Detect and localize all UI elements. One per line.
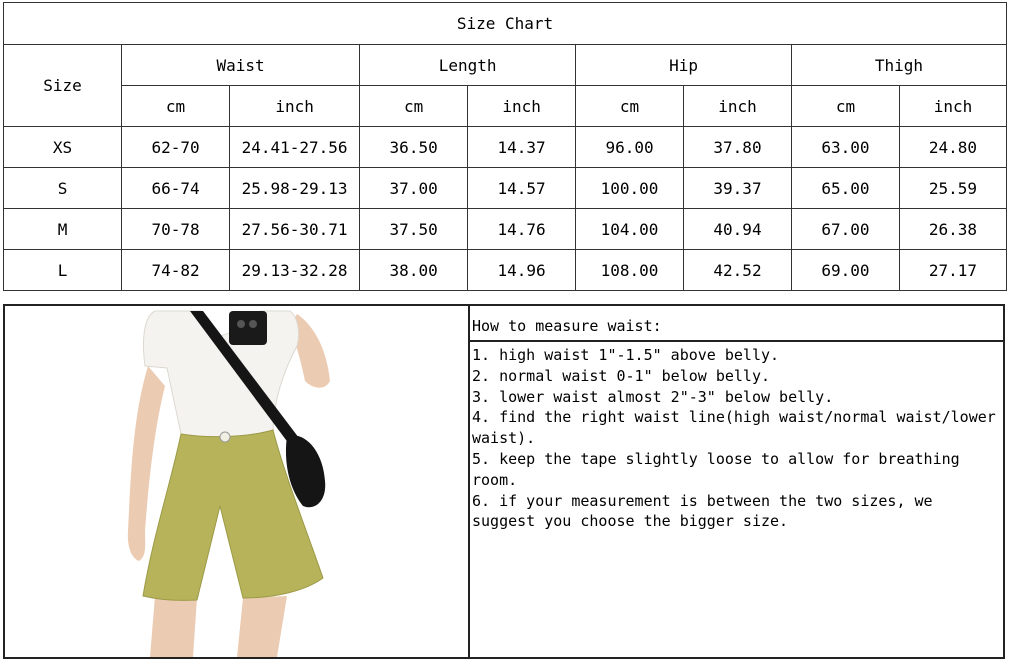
table-cell: 25.59 [899,168,1006,209]
list-item: 2. normal waist 0-1" below belly. [472,366,771,385]
unit-header: cm [791,86,899,127]
size-column-header: Size [4,45,122,127]
table-cell: 24.80 [899,127,1006,168]
group-header-thigh: Thigh [791,45,1006,86]
unit-header: inch [684,86,792,127]
table-cell: 63.00 [791,127,899,168]
list-item: 4. find the right waist line(high waist/normal waist/lower waist). [472,408,1005,448]
table-cell: 40.94 [684,209,792,250]
table-row [4,168,1007,209]
table-row [4,209,1007,250]
waist-guide-panel [470,306,1003,657]
unit-header: inch [899,86,1006,127]
table-cell: 37.80 [684,127,792,168]
left-leg [150,596,197,657]
table-cell: 65.00 [791,168,899,209]
unit-header: inch [468,86,576,127]
table-cell: 14.76 [468,209,576,250]
table-cell: 104.00 [576,209,684,250]
table-cell: 37.00 [360,168,468,209]
measure-guide-section [3,304,1005,659]
shorts-button [220,432,230,442]
table-cell: 24.41-27.56 [230,127,360,168]
table-cell: 108.00 [576,250,684,291]
table-cell: 14.57 [468,168,576,209]
table-cell: 67.00 [791,209,899,250]
list-item: 3. lower waist almost 2"-3" below belly. [472,387,834,406]
table-cell: 42.52 [684,250,792,291]
table-cell: 39.37 [684,168,792,209]
camera-lens [237,320,245,328]
table-cell: 38.00 [360,250,468,291]
unit-header: cm [122,86,230,127]
phone [229,311,267,345]
list-item: 6. if your measurement is between the two sizes, we suggest you choose the bigger size. [472,491,942,531]
table-cell: 36.50 [360,127,468,168]
list-item: 5. keep the tape slightly loose to allow for breathing room. [472,449,969,489]
table-cell: 62-70 [122,127,230,168]
guide-list [470,342,1003,532]
table-cell: 27.17 [899,250,1006,291]
unit-header: cm [360,86,468,127]
table-cell: 70-78 [122,209,230,250]
list-item: 1. high waist 1"-1.5" above belly. [472,346,780,364]
unit-header: cm [576,86,684,127]
table-cell: 69.00 [791,250,899,291]
table-cell: 14.96 [468,250,576,291]
group-header-waist: Waist [122,45,360,86]
right-leg [237,596,287,657]
model-photo [5,306,470,657]
table-cell: 14.37 [468,127,576,168]
guide-title: How to measure waist: [470,306,1003,342]
camera-lens [249,320,257,328]
model-illustration [5,306,468,657]
size-label: M [4,209,122,250]
group-header-length: Length [360,45,576,86]
chart-title: Size Chart [4,3,1007,45]
size-label: S [4,168,122,209]
size-label: L [4,250,122,291]
table-cell: 100.00 [576,168,684,209]
size-chart-table [3,2,1007,291]
group-header-hip: Hip [576,45,792,86]
size-label: XS [4,127,122,168]
table-cell: 25.98-29.13 [230,168,360,209]
table-cell: 74-82 [122,250,230,291]
table-cell: 96.00 [576,127,684,168]
table-cell: 66-74 [122,168,230,209]
table-cell: 29.13-32.28 [230,250,360,291]
table-cell: 27.56-30.71 [230,209,360,250]
table-cell: 26.38 [899,209,1006,250]
table-cell: 37.50 [360,209,468,250]
unit-header: inch [230,86,360,127]
table-row [4,127,1007,168]
table-row [4,250,1007,291]
